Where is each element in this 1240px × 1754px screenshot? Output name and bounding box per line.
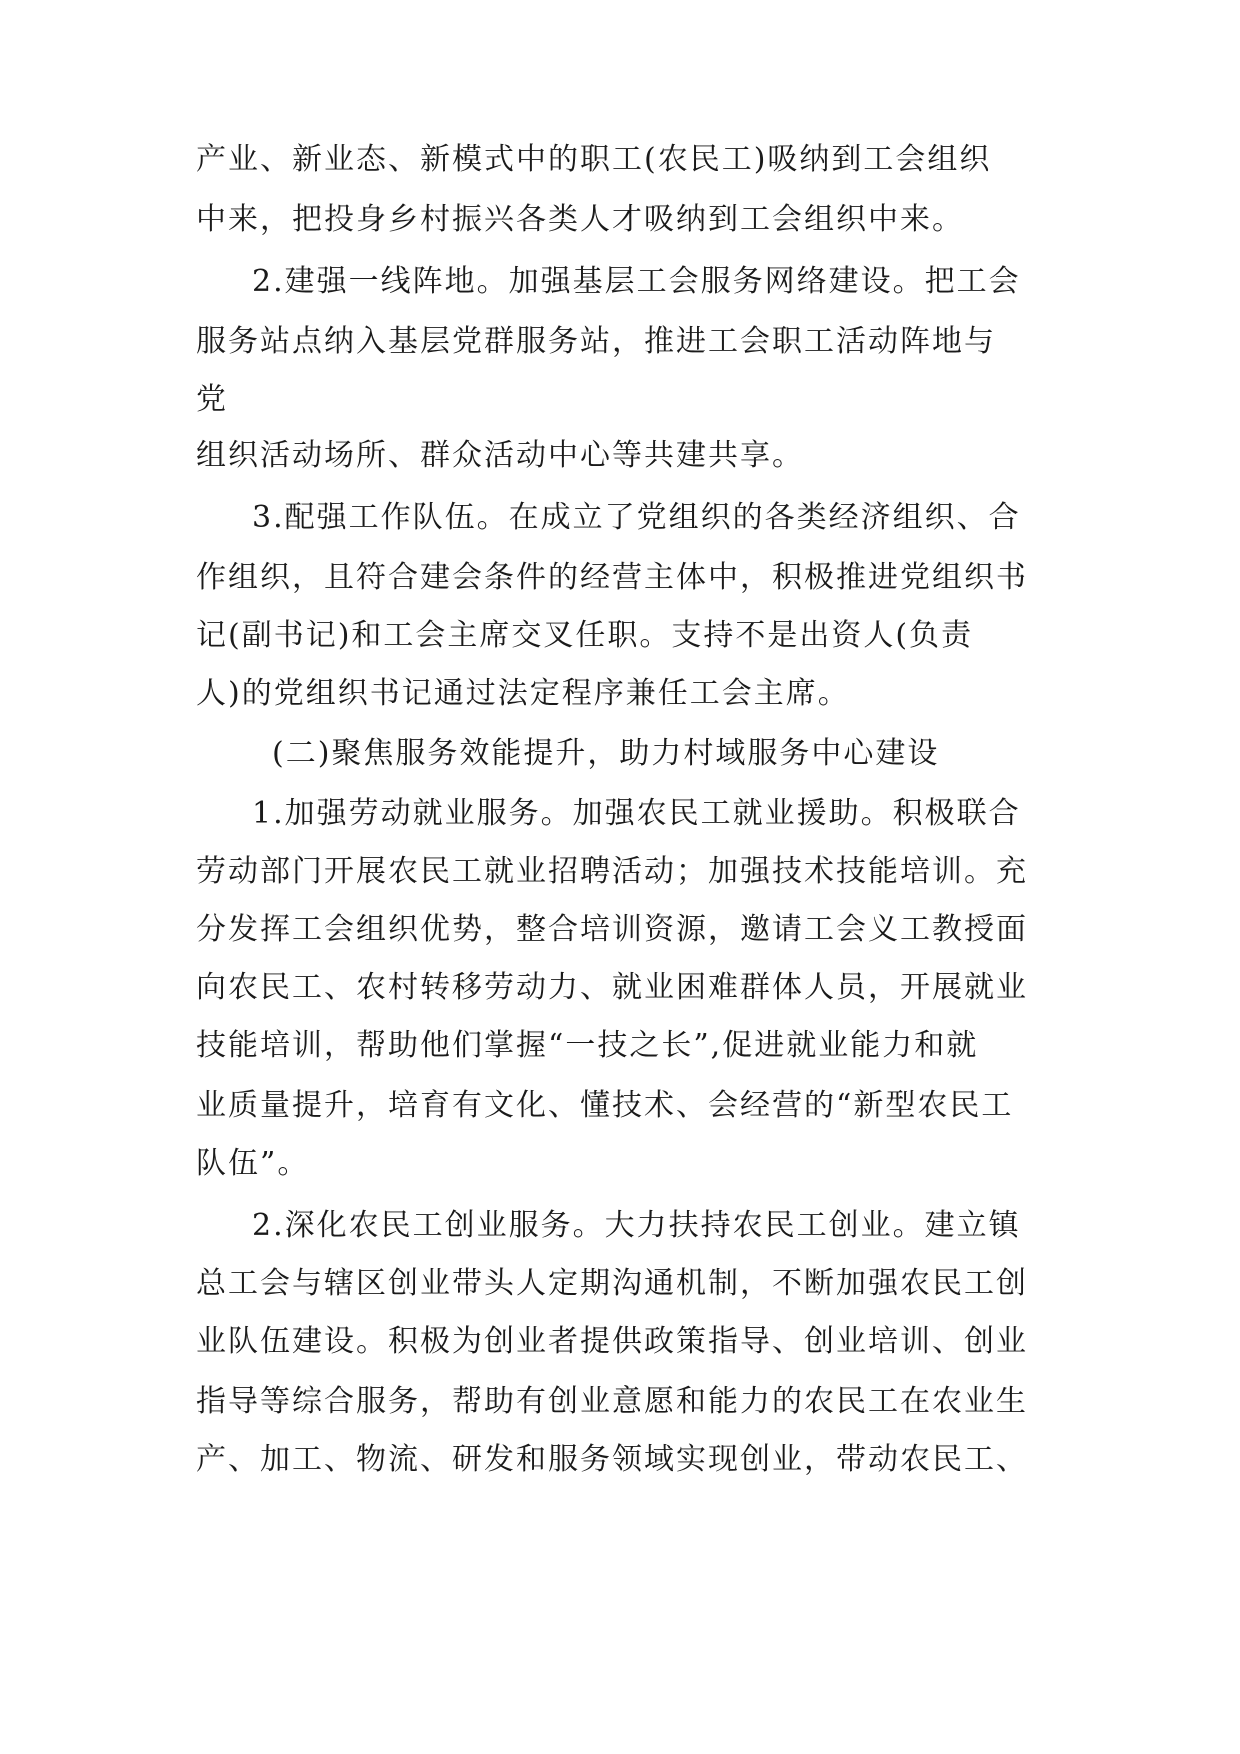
text-line: 队伍”。 — [196, 1146, 310, 1181]
paragraph-start: 1.加强劳动就业服务。加强农民工就业援助。积极联合 — [252, 796, 1021, 831]
paragraph-start: 2.深化农民工创业服务。大力扶持农民工创业。建立镇 — [252, 1208, 1021, 1243]
text-line: 劳动部门开展农民工就业招聘活动；加强技术技能培训。充 — [196, 854, 1028, 889]
paragraph-start: 2.建强一线阵地。加强基层工会服务网络建设。把工会 — [252, 264, 1021, 299]
text-line: 总工会与辖区创业带头人定期沟通机制，不断加强农民工创 — [196, 1266, 1028, 1301]
section-heading: (二)聚焦服务效能提升，助力村域服务中心建设 — [272, 736, 940, 771]
text-line: 业质量提升，培育有文化、懂技术、会经营的“新型农民工 — [196, 1088, 1014, 1123]
text-line: 党 — [196, 382, 228, 417]
text-line: 记(副书记)和工会主席交叉任职。支持不是出资人(负责 — [196, 618, 974, 653]
text-line: 作组织，且符合建会条件的经营主体中，积极推进党组织书 — [196, 560, 1028, 595]
text-line: 组织活动场所、群众活动中心等共建共享。 — [196, 438, 804, 473]
paragraph-start: 3.配强工作队伍。在成立了党组织的各类经济组织、合 — [252, 500, 1021, 535]
text-line: 技能培训，帮助他们掌握“一技之长”,促进就业能力和就 — [196, 1028, 979, 1063]
text-line: 指导等综合服务，帮助有创业意愿和能力的农民工在农业生 — [196, 1384, 1028, 1419]
text-line: 产、加工、物流、研发和服务领域实现创业，带动农民工、 — [196, 1442, 1028, 1477]
text-line: 服务站点纳入基层党群服务站，推进工会职工活动阵地与 — [196, 324, 996, 359]
text-line: 向农民工、农村转移劳动力、就业困难群体人员，开展就业 — [196, 970, 1028, 1005]
text-line: 中来，把投身乡村振兴各类人才吸纳到工会组织中来。 — [196, 202, 964, 237]
text-line: 产业、新业态、新模式中的职工(农民工)吸纳到工会组织 — [196, 142, 992, 177]
text-line: 业队伍建设。积极为创业者提供政策指导、创业培训、创业 — [196, 1324, 1028, 1359]
text-line: 分发挥工会组织优势，整合培训资源，邀请工会义工教授面 — [196, 912, 1028, 947]
text-line: 人)的党组织书记通过法定程序兼任工会主席。 — [196, 676, 850, 711]
